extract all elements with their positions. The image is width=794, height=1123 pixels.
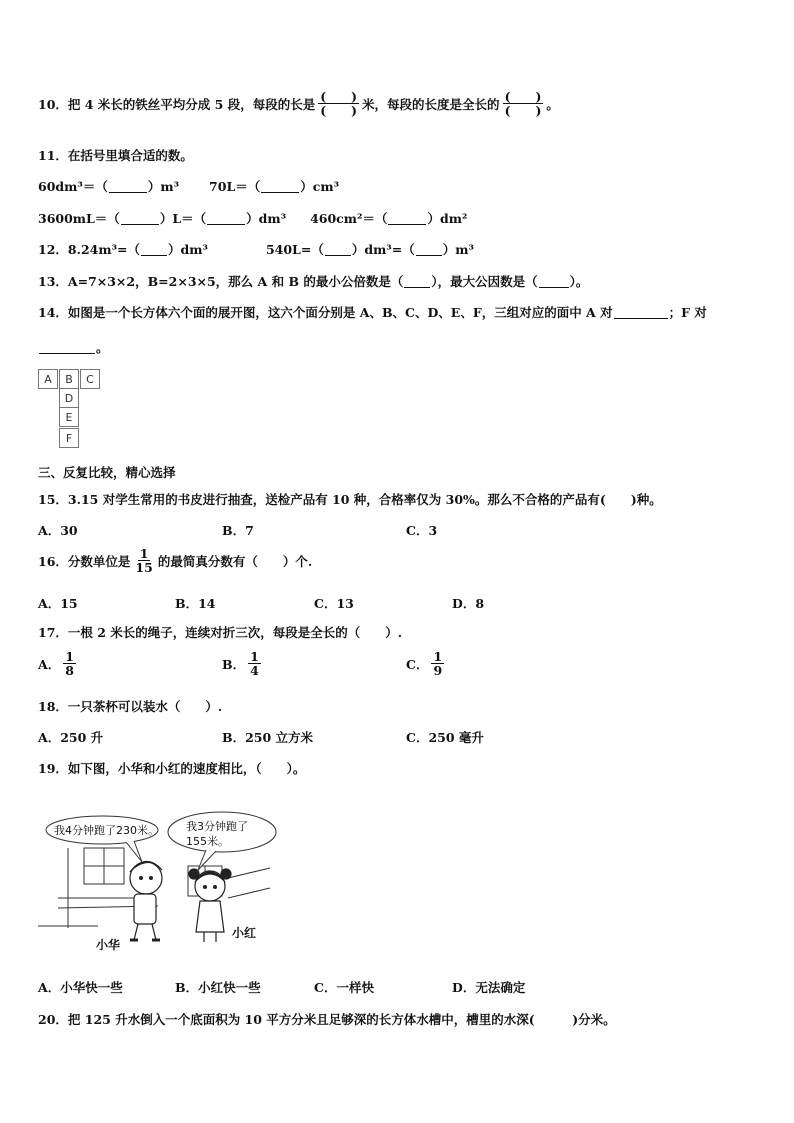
q17-option-c[interactable]: C． $\frac{1}{9}$ <box>406 649 443 679</box>
answer-blank[interactable] <box>39 341 95 354</box>
q15-option-a[interactable]: A．30 <box>38 523 78 538</box>
question-10: 10．把 4 米长的铁丝平均分成 5 段，每段的长是 $\frac{( )}{( )}$ 米，每段的长度是全长的 $\frac{( )}{( )}$ 。 <box>38 89 559 119</box>
question-16: 16．分数单位是 $\frac{1}{15}$ 的最简真分数有（ ）个. <box>38 546 313 576</box>
question-17: 17．一根 2 米长的绳子，连续对折三次，每段是全长的（ ）. <box>38 625 403 640</box>
q16-option-d[interactable]: D．8 <box>452 596 485 611</box>
question-18: 18．一只茶杯可以装水（ ）. <box>38 699 223 714</box>
q17-option-b[interactable]: B． $\frac{1}{4}$ <box>222 649 259 679</box>
bubble-xiaohua: 我4分钟跑了230米。 <box>54 824 159 837</box>
q19-option-d[interactable]: D．无法确定 <box>452 980 526 995</box>
question-14-cont: 。 <box>38 338 109 356</box>
question-12: 12．8.24m³=（ ）dm³ 540L=（ ）dm³=（ ）m³ <box>38 242 474 257</box>
answer-blank[interactable] <box>404 275 430 288</box>
net-face-e: E <box>59 407 79 427</box>
bubble-xiaohong-line1: 我3分钟跑了 <box>186 820 248 833</box>
label-xiaohong: 小红 <box>232 926 257 940</box>
question-15: 15．3.15 对学生常用的书皮进行抽查，送检产品有 10 种，合格率仅为 30%。那么不合格的产品有( )种。 <box>38 492 662 507</box>
q16-fraction: $\frac{1}{15}$ <box>135 546 153 576</box>
net-face-f: F <box>59 428 79 448</box>
q10-text-a: 10．把 4 米长的铁丝平均分成 5 段，每段的长是 <box>38 96 316 112</box>
q10-text-b: 米，每段的长度是全长的 <box>362 96 500 112</box>
question-20: 20．把 125 升水倒入一个底面积为 10 平方分米且足够深的长方体水槽中，槽里的水深( )分米。 <box>38 1012 616 1027</box>
question-19: 19．如下图，小华和小红的速度相比，（ ）。 <box>38 761 306 776</box>
label-xiaohua: 小华 <box>96 938 121 952</box>
q18-option-c[interactable]: C．250 毫升 <box>406 730 484 745</box>
q18-option-a[interactable]: A．250 升 <box>38 730 104 745</box>
answer-blank[interactable] <box>207 212 245 225</box>
q16-option-a[interactable]: A．15 <box>38 596 78 611</box>
section-heading: 三、反复比较，精心选择 <box>38 465 176 480</box>
q16-option-c[interactable]: C．13 <box>314 596 354 611</box>
answer-blank[interactable] <box>539 275 569 288</box>
q10-fraction-2: $\frac{( )}{( )}$ <box>504 89 542 119</box>
net-face-b: B <box>59 369 79 389</box>
answer-blank[interactable] <box>121 212 159 225</box>
q16-option-b[interactable]: B．14 <box>175 596 216 611</box>
q19-option-a[interactable]: A．小华快一些 <box>38 980 123 995</box>
net-face-a: A <box>38 369 58 389</box>
answer-blank[interactable] <box>416 243 442 256</box>
answer-blank[interactable] <box>325 243 351 256</box>
q10-fraction-1: $\frac{( )}{( )}$ <box>320 89 358 119</box>
answer-blank[interactable] <box>141 243 167 256</box>
answer-blank[interactable] <box>261 180 299 193</box>
net-face-c: C <box>80 369 100 389</box>
question-11-row2: 3600mL＝（ ）L＝（ ）dm³ 460cm²＝（ ）dm² <box>38 211 468 226</box>
q18-option-b[interactable]: B．250 立方米 <box>222 730 314 745</box>
q15-option-c[interactable]: C．3 <box>406 523 438 538</box>
bubble-xiaohong-line2: 155米。 <box>186 835 229 848</box>
q19-option-b[interactable]: B．小红快一些 <box>175 980 261 995</box>
answer-blank[interactable] <box>109 180 147 193</box>
runners-illustration <box>38 808 278 963</box>
q17-option-a[interactable]: A． $\frac{1}{8}$ <box>38 649 74 679</box>
question-13: 13．A=7×3×2，B=2×3×5，那么 A 和 B 的最小公倍数是（ ），最大公因数是（ ）。 <box>38 274 589 289</box>
q19-option-c[interactable]: C．一样快 <box>314 980 374 995</box>
question-11-title: 11．在括号里填合适的数。 <box>38 148 193 163</box>
answer-blank[interactable] <box>388 212 426 225</box>
q15-option-b[interactable]: B．7 <box>222 523 254 538</box>
net-face-d: D <box>59 388 79 408</box>
question-14: 14．如图是一个长方体六个面的展开图，这六个面分别是 A、B、C、D、E、F，三组对应的面中 A 对 ；F 对 <box>38 305 707 320</box>
question-11-row1: 60dm³＝（ ）m³ 70L＝（ ）cm³ <box>38 179 340 194</box>
answer-blank[interactable] <box>614 306 668 319</box>
